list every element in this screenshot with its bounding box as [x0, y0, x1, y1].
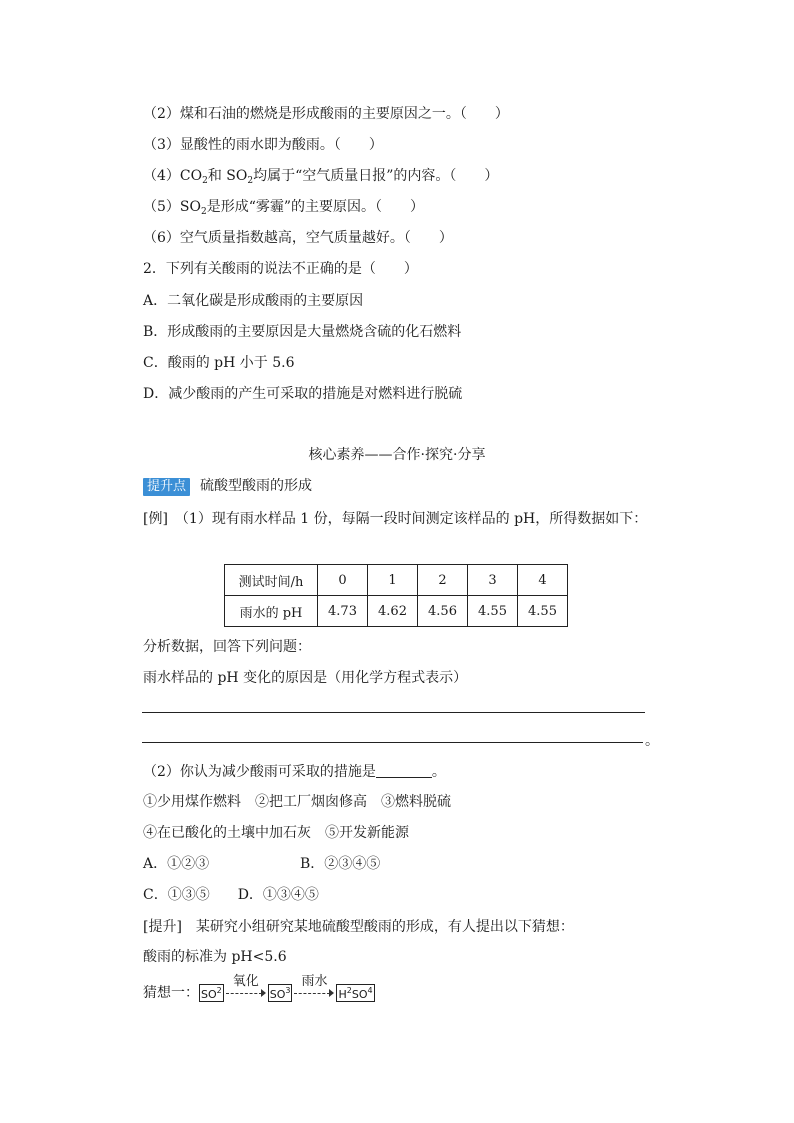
guess-label: 猜想一：: [143, 985, 199, 1001]
table-cell: 4.73: [318, 596, 368, 627]
h-text: H: [338, 988, 347, 1001]
acid-rain-standard: 酸雨的标准为 pH<5.6: [143, 949, 287, 965]
q2-option-d: D．减少酸雨的产生可采取的措施是对燃料进行脱硫: [143, 386, 463, 402]
answer-line-1[interactable]: [142, 712, 645, 713]
so3-text: SO: [269, 988, 286, 1001]
table-cell: 4.62: [368, 596, 418, 627]
q1-item-5-part-b: 是形成“雾霾”的主要原因。（ ）: [206, 199, 425, 215]
answer-period: 。: [645, 733, 659, 749]
q1-item-2: [143, 105, 509, 123]
measures-blank[interactable]: [376, 763, 432, 778]
h-index: 2: [346, 986, 352, 995]
q1-item-2-text: （2）煤和石油的燃烧是形成酸雨的主要原因之一。（ ）: [143, 106, 509, 122]
table-cell: 4.55: [468, 596, 518, 627]
tisheng-text: [提升] 某研究小组研究某地硫酸型酸雨的形成，有人提出以下猜想：: [143, 919, 574, 935]
arrow-head: [329, 989, 334, 997]
table-row: [225, 596, 568, 627]
formula-box-so3: [268, 984, 293, 1002]
measures-line-2: ④在已酸化的土壤中加石灰 ⑤开发新能源: [143, 825, 409, 841]
arrow-shaft: [226, 993, 262, 994]
table-row: [225, 565, 568, 596]
table-cell: 2: [418, 565, 468, 596]
ph-data-table: [224, 564, 568, 627]
arrow-rainwater: [294, 974, 334, 999]
q1-item-4-part-a: （4）CO: [143, 168, 203, 184]
reason-question: 雨水样品的 pH 变化的原因是（用化学方程式表示）: [143, 670, 468, 686]
q2-option-a: A．二氧化碳是形成酸雨的主要原因: [143, 293, 364, 309]
answer-line-2[interactable]: [142, 742, 643, 743]
choice-a: A．①②③: [143, 856, 210, 872]
choice-cd: C．①③⑤ D．①③④⑤: [143, 887, 319, 903]
arrow-oxidation: [226, 974, 266, 999]
q2-option-c: C．酸雨的 pH 小于 5.6: [143, 355, 295, 371]
table-cell: 1: [368, 565, 418, 596]
formula-box-h2so4: [336, 984, 374, 1002]
q-measures-end: 。: [431, 764, 446, 780]
so2-text: SO: [201, 988, 217, 1001]
so2-subscript: 2: [247, 176, 254, 186]
q1-item-3: [143, 136, 383, 154]
q1-item-6: [143, 229, 453, 247]
arrow-oxidation-label: 氧化: [232, 974, 259, 989]
so2-index: 2: [216, 986, 222, 995]
section-title: 核心素养——合作·探究·分享: [308, 447, 486, 463]
table-cell: 0: [318, 565, 368, 596]
table-cell: 4.55: [518, 596, 568, 627]
point-badge: 提升点: [143, 478, 190, 496]
q1-item-4: [143, 167, 498, 190]
choice-b: B．②③④⑤: [300, 856, 381, 872]
formula-box-so2: [199, 984, 224, 1002]
example-intro: [例] （1）现有雨水样品 1 份，每隔一段时间测定该样品的 pH，所得数据如下：: [143, 511, 648, 527]
q1-item-3-text: （3）显酸性的雨水即为酸雨。（ ）: [143, 137, 383, 153]
q1-item-5: [143, 198, 424, 221]
guess-one: [143, 974, 375, 1002]
table-cell: 3: [468, 565, 518, 596]
so3-index: 3: [285, 986, 291, 995]
q-measures: [143, 763, 446, 781]
q2-option-b: B．形成酸雨的主要原因是大量燃烧含硫的化石燃料: [143, 324, 462, 340]
point-heading: [143, 477, 312, 496]
so2-subscript: 2: [200, 207, 207, 217]
table-cell: 4: [518, 565, 568, 596]
q1-item-6-text: （6）空气质量指数越高，空气质量越好。（ ）: [143, 230, 453, 246]
co2-subscript: 2: [202, 176, 208, 186]
analysis-text: 分析数据，回答下列问题：: [143, 639, 311, 655]
q1-item-5-part-a: （5）SO: [143, 199, 201, 215]
arrow-shaft: [294, 993, 330, 994]
measures-line-1: ①少用煤作燃料 ②把工厂烟囱修高 ③燃料脱硫: [143, 794, 451, 810]
so4-index: 4: [367, 986, 373, 995]
point-title: 硫酸型酸雨的形成: [200, 478, 313, 494]
arrow-head: [261, 989, 266, 997]
arrow-rainwater-label: 雨水: [301, 974, 328, 989]
q1-item-4-part-c: 均属于“空气质量日报”的内容。（ ）: [253, 168, 499, 184]
q2-stem: 2．下列有关酸雨的说法不正确的是（ ）: [143, 261, 418, 277]
q-measures-text: （2）你认为减少酸雨可采取的措施是: [143, 764, 376, 780]
q1-item-4-part-b: 和 SO: [207, 168, 248, 184]
so4-text: SO: [351, 988, 368, 1001]
table-header-time: 测试时间/h: [225, 565, 318, 596]
table-header-ph: 雨水的 pH: [225, 596, 318, 627]
table-cell: 4.56: [418, 596, 468, 627]
